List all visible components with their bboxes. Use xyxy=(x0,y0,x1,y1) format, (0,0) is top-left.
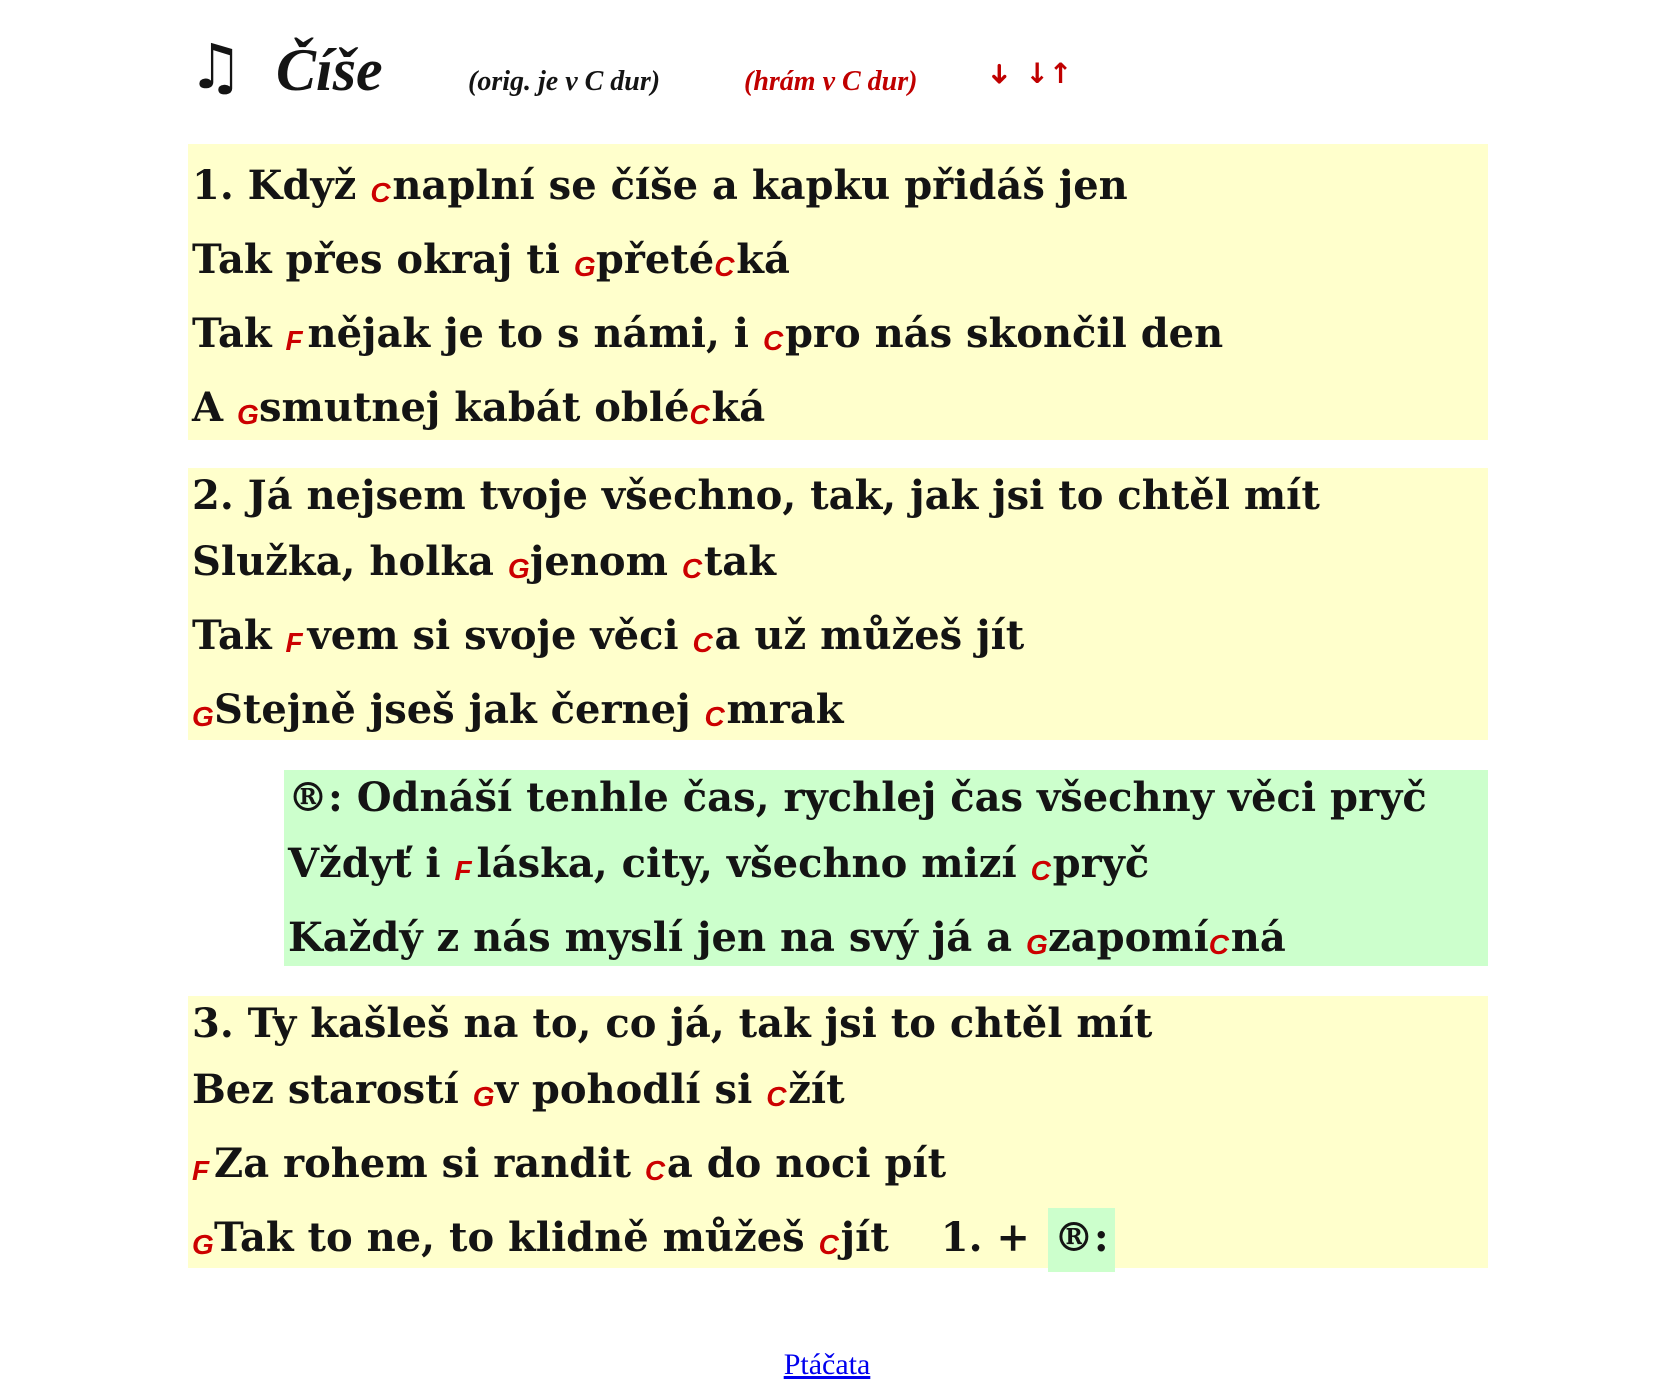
transpose-updown-icon[interactable]: ↓↑ xyxy=(1025,57,1073,90)
chord: F xyxy=(454,855,472,886)
chord: C xyxy=(1030,855,1051,886)
chord: C xyxy=(818,1229,839,1260)
music-note-icon: ♫ xyxy=(188,30,244,103)
song-title: Číše xyxy=(276,37,383,103)
played-key: (hrám v C dur) xyxy=(744,66,918,97)
lyric-line: A G smutnej kabát oblé C ká xyxy=(192,384,766,431)
lyric-line: 1. Když C naplní se číše a kapku přidáš jen xyxy=(192,162,1128,209)
lyric-line: Tak F vem si svoje věci C a už můžeš jít xyxy=(192,612,1025,659)
chord: F xyxy=(285,627,303,658)
chord: G xyxy=(192,1229,214,1260)
verse-3 xyxy=(188,996,1488,1268)
chord: C xyxy=(681,553,703,584)
lyric-line: Tak přes okraj ti G přeté C ká xyxy=(192,236,790,283)
chord: G xyxy=(1025,929,1048,960)
original-key: (orig. je v C dur) xyxy=(468,66,661,97)
chord: C xyxy=(370,177,391,208)
chord: F xyxy=(192,1155,210,1186)
chord: G xyxy=(573,251,596,282)
chorus-reference: ®: xyxy=(1048,1208,1115,1272)
chord: C xyxy=(644,1155,666,1186)
chord: C xyxy=(1208,929,1230,960)
lyric-line: Každý z nás myslí jen na svý já a G zapomí C ná xyxy=(288,914,1286,961)
lyric-line: 2. Já nejsem tvoje všechno, tak, jak jsi to chtěl mít xyxy=(192,472,1320,519)
lyric-line: G Stejně jseš jak černej C mrak xyxy=(192,686,844,733)
lyric-line: Služka, holka G jenom C tak xyxy=(192,538,776,585)
chord: G xyxy=(236,399,259,430)
chord: G xyxy=(507,553,530,584)
ptacata-link[interactable]: Ptáčata xyxy=(783,1348,871,1381)
song-header xyxy=(188,30,1488,120)
verse-1 xyxy=(188,144,1488,440)
chord: G xyxy=(472,1081,495,1112)
chord: C xyxy=(689,399,710,430)
chord: G xyxy=(192,701,214,732)
lyric-line: Vždyť i F láska, city, všechno mizí C pryč xyxy=(288,840,1150,887)
lyric-line: ®: Odnáší tenhle čas, rychlej čas všechny věci pryč xyxy=(288,774,1427,821)
chord: C xyxy=(714,251,735,282)
transpose-controls xyxy=(983,57,1073,90)
repeat-instruction: 1. + xyxy=(940,1214,1044,1261)
chorus xyxy=(284,770,1488,966)
lyric-line: 3. Ty kašleš na to, co já, tak jsi to chtěl mít xyxy=(192,1000,1153,1047)
transpose-down-icon[interactable]: ➜ xyxy=(983,62,1017,86)
chord: C xyxy=(704,701,725,732)
chord: F xyxy=(285,325,303,356)
chord: C xyxy=(766,1081,787,1112)
chord: C xyxy=(762,325,784,356)
lyric-line: G Tak to ne, to klidně můžeš C jít 1. + ®: xyxy=(192,1218,1115,1272)
lyric-line: Bez starostí G v pohodlí si C žít xyxy=(192,1066,845,1113)
footer xyxy=(0,1348,1654,1382)
lyric-line: F Za rohem si randit C a do noci pít xyxy=(192,1140,947,1187)
chord: C xyxy=(692,627,713,658)
verse-2 xyxy=(188,468,1488,740)
lyric-line: Tak F nějak je to s námi, i C pro nás skončil den xyxy=(192,310,1224,357)
